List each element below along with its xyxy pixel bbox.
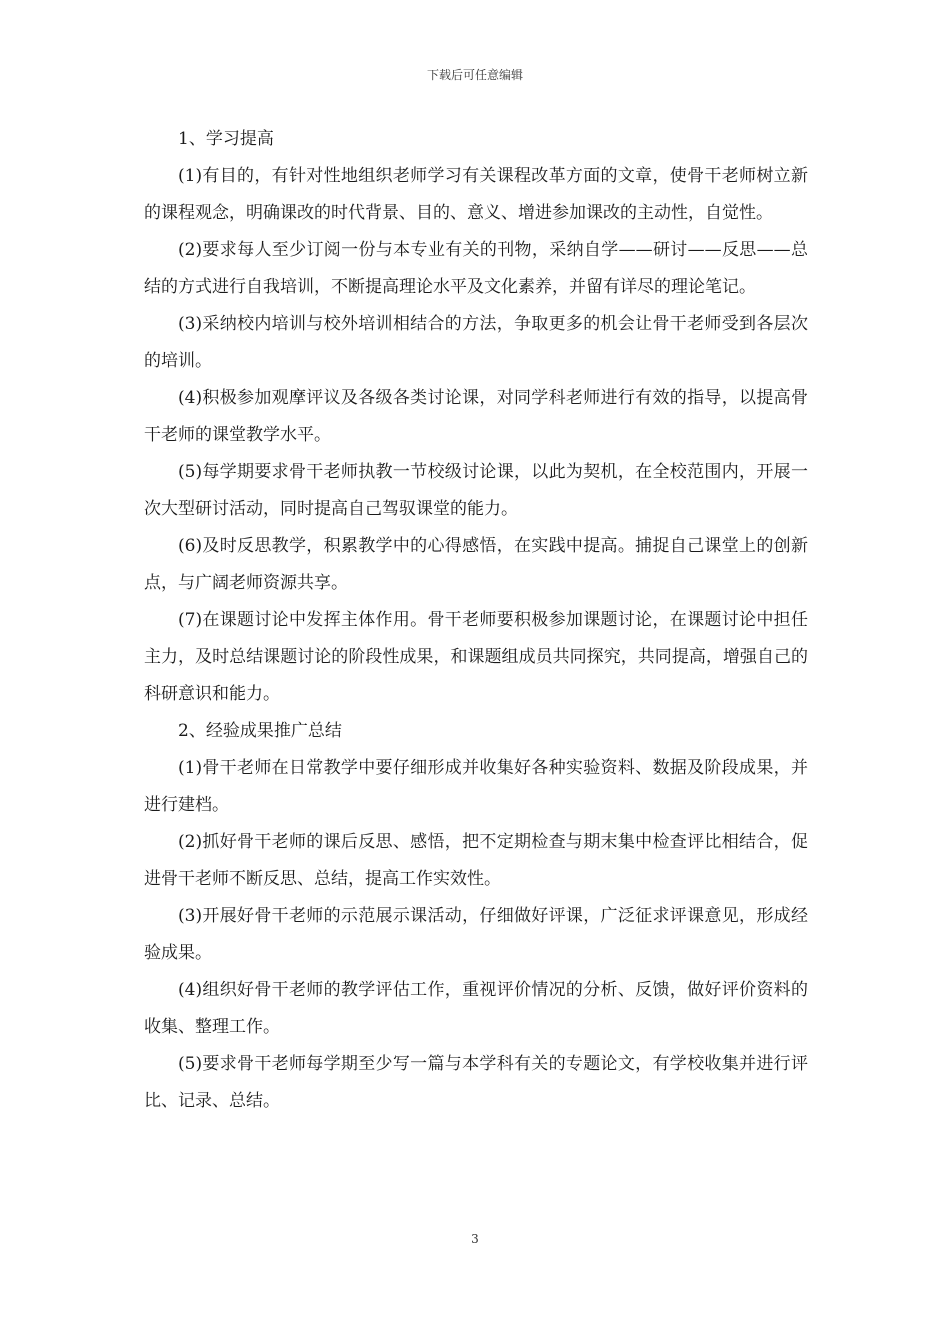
section-heading-experience: 2、经验成果推广总结 xyxy=(178,721,342,741)
paragraph: (3)采纳校内培训与校外培训相结合的方法，争取更多的机会让骨干老师受到各层次的培训。 xyxy=(144,314,808,371)
paragraph: (4)组织好骨干老师的教学评估工作，重视评价情况的分析、反馈，做好评价资料的收集、整理工作。 xyxy=(144,980,808,1037)
paragraph: (2)抓好骨干老师的课后反思、感悟，把不定期检查与期末集中检查评比相结合，促进骨干老师不断反思、总结，提高工作实效性。 xyxy=(144,832,808,889)
paragraph: (1)有目的，有针对性地组织老师学习有关课程改革方面的文章，使骨干老师树立新的课程观念，明确课改的时代背景、目的、意义、增进参加课改的主动性，自觉性。 xyxy=(144,166,808,223)
paragraph: (1)骨干老师在日常教学中要仔细形成并收集好各种实验资料、数据及阶段成果，并进行建档。 xyxy=(144,758,808,815)
paragraph: (5)每学期要求骨干老师执教一节校级讨论课，以此为契机，在全校范围内，开展一次大型研讨活动，同时提高自己驾驭课堂的能力。 xyxy=(144,462,808,519)
paragraph: (5)要求骨干老师每学期至少写一篇与本学科有关的专题论文，有学校收集并进行评比、记录、总结。 xyxy=(144,1054,808,1111)
paragraph: (4)积极参加观摩评议及各级各类讨论课，对同学科老师进行有效的指导，以提高骨干老师的课堂教学水平。 xyxy=(144,388,808,445)
paragraph: (3)开展好骨干老师的示范展示课活动，仔细做好评课，广泛征求评课意见，形成经验成果。 xyxy=(144,906,808,963)
section-heading-study: 1、学习提高 xyxy=(178,129,274,149)
paragraph: (2)要求每人至少订阅一份与本专业有关的刊物，采纳自学——研讨——反思——总结的方式进行自我培训，不断提高理论水平及文化素养，并留有详尽的理论笔记。 xyxy=(144,240,808,297)
page-header-note: 下载后可任意编辑 xyxy=(426,68,523,82)
paragraph: (6)及时反思教学，积累教学中的心得感悟，在实践中提高。捕捉自己课堂上的创新点，与广阔老师资源共享。 xyxy=(144,536,808,593)
document-body xyxy=(144,121,808,1120)
paragraph: (7)在课题讨论中发挥主体作用。骨干老师要积极参加课题讨论，在课题讨论中担任主力，及时总结课题讨论的阶段性成果，和课题组成员共同探究，共同提高，增强自己的科研意识和能力。 xyxy=(144,610,808,704)
page-number: 3 xyxy=(471,1232,479,1246)
